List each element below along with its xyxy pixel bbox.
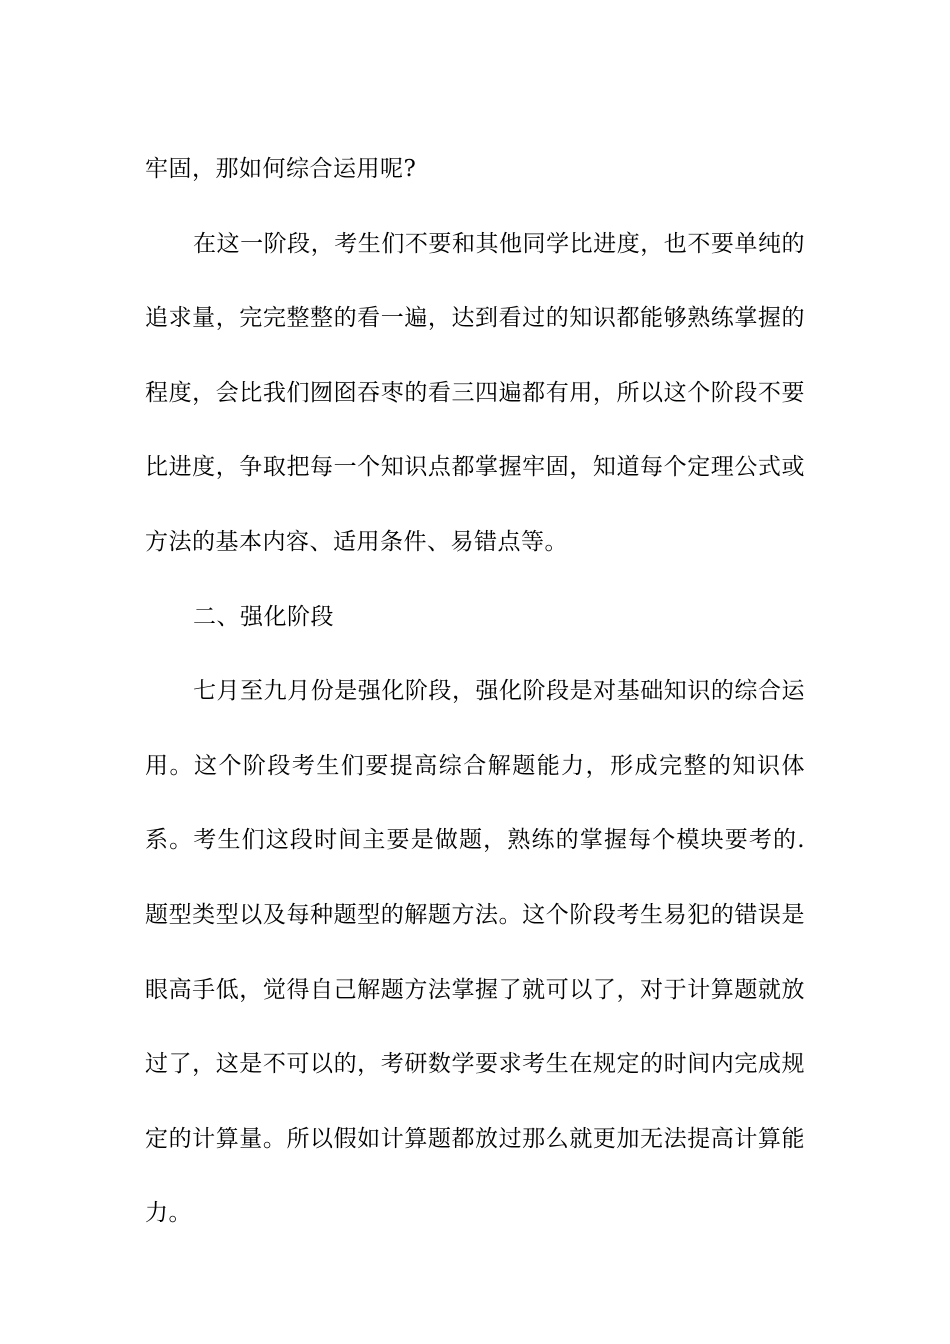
paragraph-stage-advice: 在这一阶段，考生们不要和其他同学比进度，也不要单纯的追求量，完完整整的看一遍，达到看过的知识都能够熟练掌握的程度，会比我们囫囵吞枣的看三四遍都有用，所以这个阶段不要比进度，争取把每一个知识点都掌握牢固，知道每个定理公式或方法的基本内容、适用条件、易错点等。 [145, 230, 805, 555]
section-heading-strengthening-stage: 二、强化阶段 [193, 603, 334, 630]
paragraph-continuation: 牢固，那如何综合运用呢? [145, 156, 417, 182]
paragraph-strengthening-stage: 七月至九月份是强化阶段，强化阶段是对基础知识的综合运用。这个阶段考生们要提高综合解题能力，形成完整的知识体系。考生们这段时间主要是做题，熟练的掌握每个模块要考的.题型类型以及每种题型的解题方法。这个阶段考生易犯的错误是眼高手低，觉得自己解题方法掌握了就可以了，对于计算题就放过了，这是不可以的，考研数学要求考生在规定的时间内完成规定的计算量。所以假如计算题都放过那么就更加无法提高计算能力。 [145, 678, 805, 1227]
document-page [145, 132, 805, 1251]
